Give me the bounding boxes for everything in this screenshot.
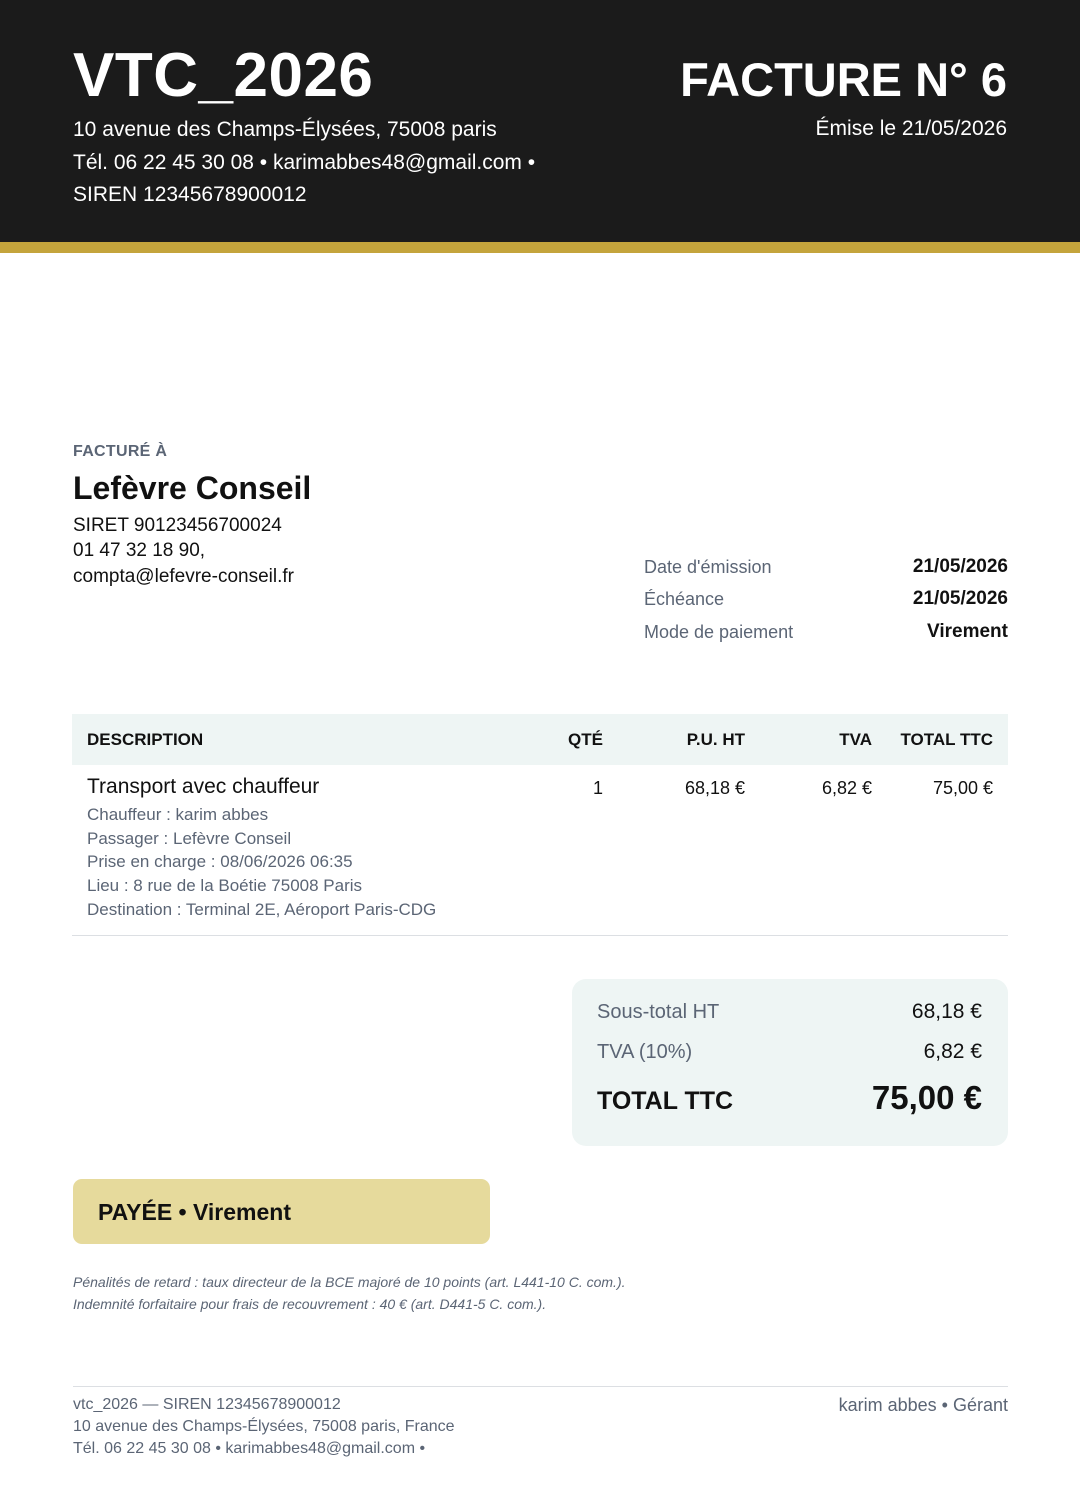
item-title: Transport avec chauffeur <box>87 775 320 798</box>
paid-status-text: PAYÉE • Virement <box>98 1199 291 1225</box>
company-contact: Tél. 06 22 45 30 08 • karimabbes48@gmail.com • <box>73 151 536 174</box>
column-unit-price: P.U. HT <box>686 730 745 749</box>
footer-company: vtc_2026 — SIREN 12345678900012 <box>73 1396 341 1413</box>
column-description: DESCRIPTION <box>87 730 204 749</box>
footer-contact: Tél. 06 22 45 30 08 • karimabbes48@gmail.com • <box>73 1440 426 1457</box>
column-total: TOTAL TTC <box>900 730 993 749</box>
meta-row-payment-method <box>644 618 1008 646</box>
item-detail-destination: Destination : Terminal 2E, Aéroport Paris-CDG <box>87 900 437 919</box>
client-phone: 01 47 32 18 90, <box>73 540 206 561</box>
paid-status-badge <box>73 1179 490 1244</box>
item-quantity: 1 <box>592 778 603 798</box>
footer-address: 10 avenue des Champs-Élysées, 75008 paris, France <box>73 1418 455 1435</box>
invoice-header <box>0 0 1080 242</box>
totals-box <box>572 979 1008 1146</box>
footer-divider <box>73 1386 1008 1387</box>
meta-label: Mode de paiement <box>644 622 794 642</box>
client-name: Lefèvre Conseil <box>73 470 312 506</box>
client-email: compta@lefevre-conseil.fr <box>73 566 294 587</box>
footer-signature: karim abbes • Gérant <box>838 1395 1008 1415</box>
client-siret: SIRET 90123456700024 <box>73 515 282 536</box>
vat-value: 6,82 € <box>923 1040 982 1063</box>
grand-total-label: TOTAL TTC <box>597 1087 734 1115</box>
issue-date: Émise le 21/05/2026 <box>815 117 1007 140</box>
meta-row-issue-date <box>644 553 1008 581</box>
company-name: VTC_2026 <box>73 41 374 110</box>
recovery-fee-note: Indemnité forfaitaire pour frais de recouvrement : 40 € (art. D441-5 C. com.). <box>73 1296 547 1312</box>
vat-label: TVA (10%) <box>597 1041 693 1063</box>
company-siren: SIREN 12345678900012 <box>73 183 307 206</box>
meta-value: 21/05/2026 <box>912 588 1008 609</box>
item-detail-pickup-time: Prise en charge : 08/06/2026 06:35 <box>87 852 353 871</box>
meta-value: 21/05/2026 <box>912 556 1008 577</box>
column-vat: TVA <box>839 730 872 749</box>
invoice-title: FACTURE N° 6 <box>680 53 1007 106</box>
meta-row-due-date <box>644 585 1008 613</box>
subtotal-label: Sous-total HT <box>597 1001 720 1023</box>
meta-value: Virement <box>927 621 1008 642</box>
grand-total-value: 75,00 € <box>871 1079 982 1116</box>
billed-to-label: FACTURÉ À <box>73 443 168 460</box>
subtotal-value: 68,18 € <box>911 1000 982 1023</box>
late-penalty-note: Pénalités de retard : taux directeur de la BCE majoré de 10 points (art. L441-10 C. com.). <box>73 1274 626 1290</box>
item-detail-driver: Chauffeur : karim abbes <box>87 805 269 824</box>
column-quantity: QTÉ <box>568 730 603 749</box>
meta-label: Échéance <box>644 589 725 609</box>
item-detail-passenger: Passager : Lefèvre Conseil <box>87 829 292 848</box>
accent-divider <box>0 242 1080 253</box>
item-unit-price: 68,18 € <box>684 778 745 798</box>
company-address: 10 avenue des Champs-Élysées, 75008 paris <box>73 118 497 141</box>
item-total: 75,00 € <box>932 778 993 798</box>
items-table-header <box>72 714 1008 765</box>
meta-label: Date d'émission <box>644 557 772 577</box>
table-row <box>72 765 1008 936</box>
item-detail-pickup-location: Lieu : 8 rue de la Boétie 75008 Paris <box>87 876 363 895</box>
item-vat: 6,82 € <box>821 778 872 798</box>
